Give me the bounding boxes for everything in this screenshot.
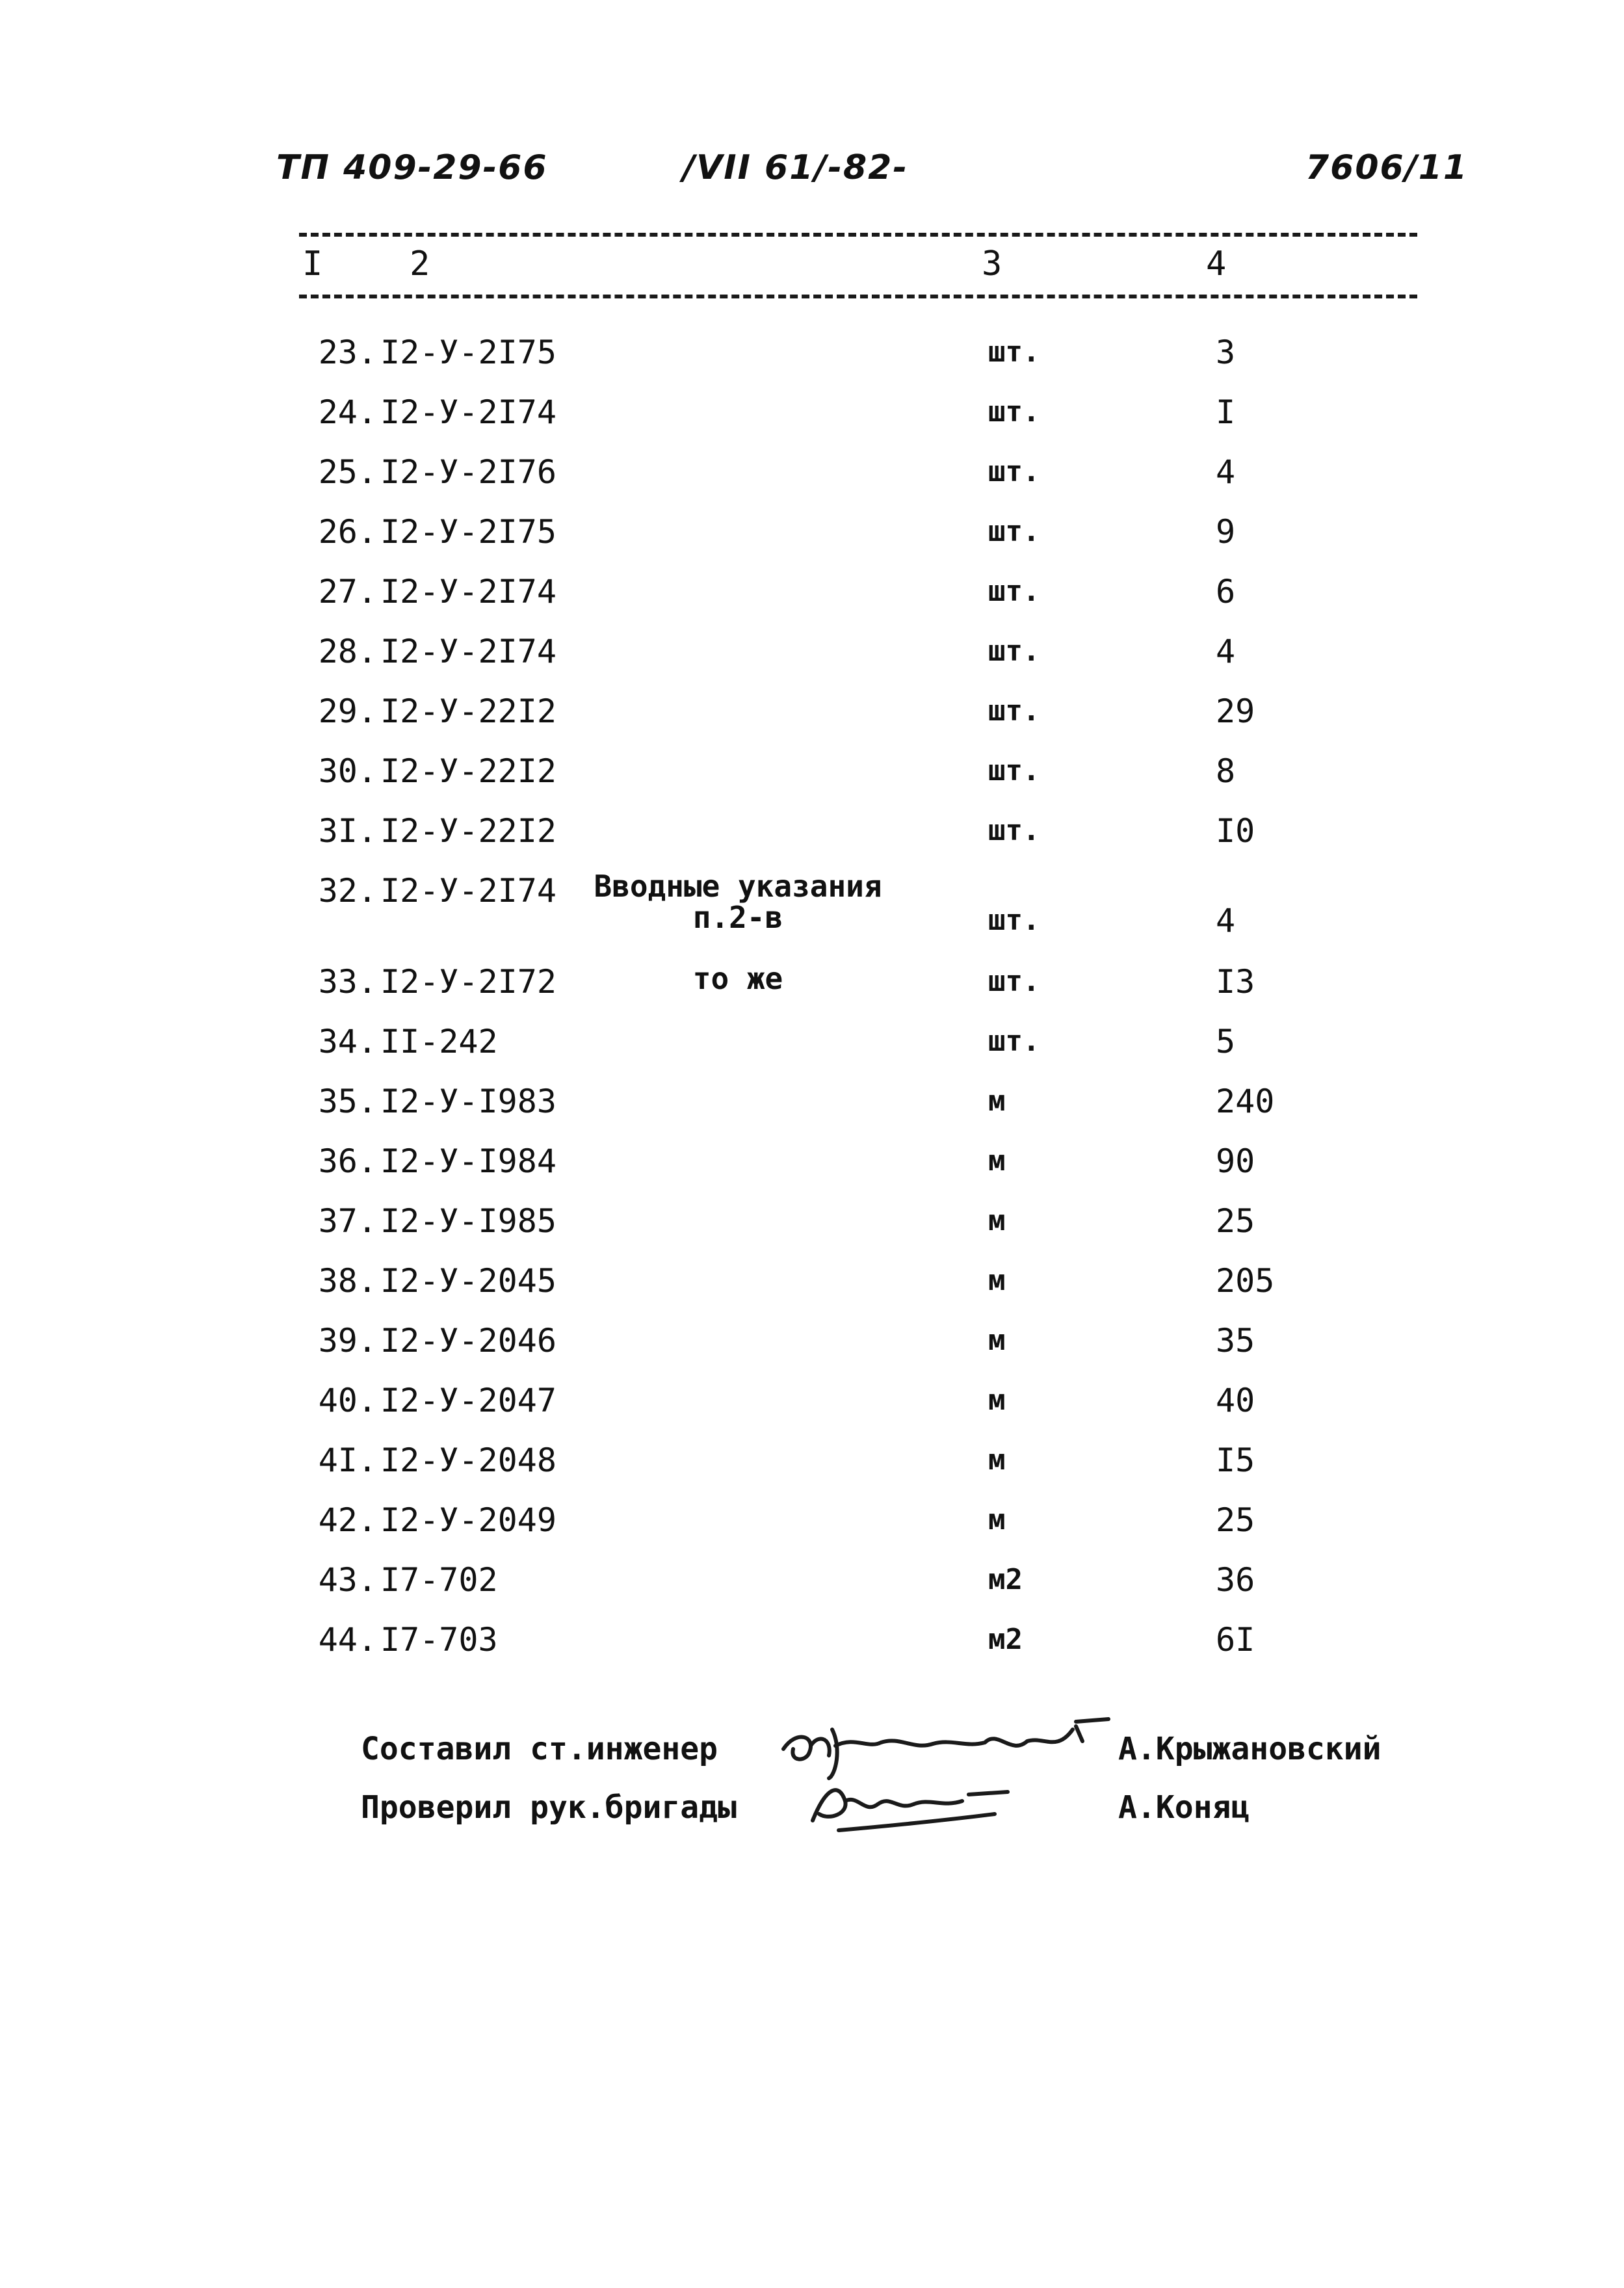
table-row — [0, 512, 1624, 564]
table-row — [0, 1261, 1624, 1313]
table-row — [0, 1202, 1624, 1254]
item-quantity: 240 — [1216, 1083, 1275, 1120]
row-number: 42. — [318, 1501, 377, 1539]
item-unit: шт. — [988, 455, 1040, 488]
item-quantity: 4 — [1216, 453, 1236, 491]
item-code: I7-702 — [380, 1561, 498, 1599]
item-quantity: 25 — [1216, 1202, 1255, 1240]
item-unit: шт. — [988, 395, 1040, 428]
item-code: I2-У-2I74 — [380, 872, 557, 910]
row-number: 39. — [318, 1322, 377, 1360]
item-unit: шт. — [988, 515, 1040, 548]
item-unit: м — [988, 1085, 1006, 1118]
row-number: 40. — [318, 1382, 377, 1419]
item-quantity: I — [1216, 393, 1236, 431]
item-quantity: 90 — [1216, 1142, 1255, 1180]
header-rule-bottom — [299, 295, 1417, 298]
item-quantity: 8 — [1216, 752, 1236, 790]
item-unit: м — [988, 1324, 1006, 1357]
row-number: 30. — [318, 752, 377, 790]
item-unit: м2 — [988, 1623, 1023, 1656]
row-number: 28. — [318, 633, 377, 670]
item-code: I2-У-2I74 — [380, 393, 557, 431]
table-row — [0, 572, 1624, 624]
item-unit: шт. — [988, 635, 1040, 668]
table-row — [0, 1082, 1624, 1134]
item-quantity: I0 — [1216, 812, 1255, 850]
item-code: I2-У-22I2 — [380, 692, 557, 730]
item-quantity: 3 — [1216, 334, 1236, 371]
item-quantity: 205 — [1216, 1262, 1275, 1300]
row-number: 26. — [318, 513, 377, 551]
column-header-2: 2 — [410, 244, 430, 283]
item-code: I2-У-2046 — [380, 1322, 557, 1360]
doc-code-left: ТП 409-29-66 — [276, 148, 548, 187]
table-row — [0, 1441, 1624, 1493]
table-row — [0, 962, 1624, 1014]
table-row — [0, 1022, 1624, 1074]
item-quantity: 6I — [1216, 1621, 1255, 1659]
item-unit: шт. — [988, 814, 1040, 847]
row-number: 36. — [318, 1142, 377, 1180]
compiled-name: А.Крыжановский — [1118, 1731, 1382, 1767]
item-unit: м — [988, 1503, 1006, 1536]
compiled-label: Составил ст.инженер — [361, 1731, 718, 1767]
row-number: 34. — [318, 1023, 377, 1060]
item-code: I2-У-I983 — [380, 1083, 557, 1120]
item-quantity: I3 — [1216, 963, 1255, 1001]
item-code: I2-У-22I2 — [380, 752, 557, 790]
row-number: 37. — [318, 1202, 377, 1240]
doc-code-center: /VII 61/-82- — [683, 148, 908, 187]
item-unit: шт. — [988, 694, 1040, 728]
item-code: I2-У-I984 — [380, 1142, 557, 1180]
row-number: 33. — [318, 963, 377, 1001]
item-quantity: 4 — [1216, 902, 1236, 940]
checked-label: Проверил рук.бригады — [361, 1789, 737, 1826]
item-quantity: 25 — [1216, 1501, 1255, 1539]
item-quantity: I5 — [1216, 1441, 1255, 1479]
table-row — [0, 453, 1624, 505]
item-unit: м — [988, 1264, 1006, 1297]
item-code: I2-У-2049 — [380, 1501, 557, 1539]
row-number: 29. — [318, 692, 377, 730]
item-unit: м — [988, 1443, 1006, 1477]
row-number: 3I. — [318, 812, 377, 850]
doc-code-right: 7606/11 — [1305, 148, 1469, 187]
table-row — [0, 1620, 1624, 1672]
item-code: I2-У-2I74 — [380, 633, 557, 670]
item-code: I2-У-2I76 — [380, 453, 557, 491]
table-row — [0, 1560, 1624, 1612]
row-number: 43. — [318, 1561, 377, 1599]
table-row — [0, 632, 1624, 684]
table-row — [0, 333, 1624, 385]
item-quantity: 4 — [1216, 633, 1236, 670]
item-code: I2-У-I985 — [380, 1202, 557, 1240]
item-code: I2-У-2047 — [380, 1382, 557, 1419]
row-number: 32. — [318, 872, 377, 910]
item-code: I2-У-2I75 — [380, 334, 557, 371]
item-unit: шт. — [988, 335, 1040, 369]
table-row — [0, 1501, 1624, 1553]
item-code: I2-У-2045 — [380, 1262, 557, 1300]
checked-name: А.Коняц — [1118, 1789, 1250, 1826]
row-number: 24. — [318, 393, 377, 431]
table-row — [0, 811, 1624, 863]
row-number: 27. — [318, 573, 377, 611]
signature-checked — [361, 1788, 1414, 1840]
table-row — [0, 1381, 1624, 1433]
table-row — [0, 871, 1624, 962]
item-note: Вводные указания — [594, 869, 882, 904]
row-number: 35. — [318, 1083, 377, 1120]
handwritten-signature-2 — [800, 1769, 1034, 1840]
item-quantity: 9 — [1216, 513, 1236, 551]
item-unit: м — [988, 1144, 1006, 1177]
item-unit: шт. — [988, 904, 1040, 937]
item-unit: м2 — [988, 1563, 1023, 1596]
table-row — [0, 393, 1624, 445]
item-code: I7-703 — [380, 1621, 498, 1659]
item-unit: м — [988, 1204, 1006, 1237]
item-quantity: 5 — [1216, 1023, 1236, 1060]
item-unit: шт. — [988, 1025, 1040, 1058]
item-code: I2-У-2I75 — [380, 513, 557, 551]
row-number: 23. — [318, 334, 377, 371]
item-quantity: 40 — [1216, 1382, 1255, 1419]
item-code: II-242 — [380, 1023, 498, 1060]
item-quantity: 35 — [1216, 1322, 1255, 1360]
item-quantity: 29 — [1216, 692, 1255, 730]
table-row — [0, 752, 1624, 804]
item-code: I2-У-22I2 — [380, 812, 557, 850]
header-rule-top — [299, 233, 1417, 237]
item-quantity: 6 — [1216, 573, 1236, 611]
item-unit: шт. — [988, 965, 1040, 998]
column-header-1: I — [302, 244, 323, 283]
item-unit: м — [988, 1384, 1006, 1417]
row-number: 44. — [318, 1621, 377, 1659]
item-code: I2-У-2048 — [380, 1441, 557, 1479]
item-note-line2: п.2-в — [692, 900, 783, 935]
row-number: 25. — [318, 453, 377, 491]
item-note: то же — [692, 961, 783, 996]
item-quantity: 36 — [1216, 1561, 1255, 1599]
table-row — [0, 1142, 1624, 1194]
row-number: 4I. — [318, 1441, 377, 1479]
item-unit: шт. — [988, 754, 1040, 787]
table-row — [0, 1321, 1624, 1373]
item-code: I2-У-2I72 — [380, 963, 557, 1001]
item-unit: шт. — [988, 575, 1040, 608]
row-number: 38. — [318, 1262, 377, 1300]
item-code: I2-У-2I74 — [380, 573, 557, 611]
column-header-4: 4 — [1206, 244, 1227, 283]
column-header-3: 3 — [982, 244, 1002, 283]
table-row — [0, 692, 1624, 744]
